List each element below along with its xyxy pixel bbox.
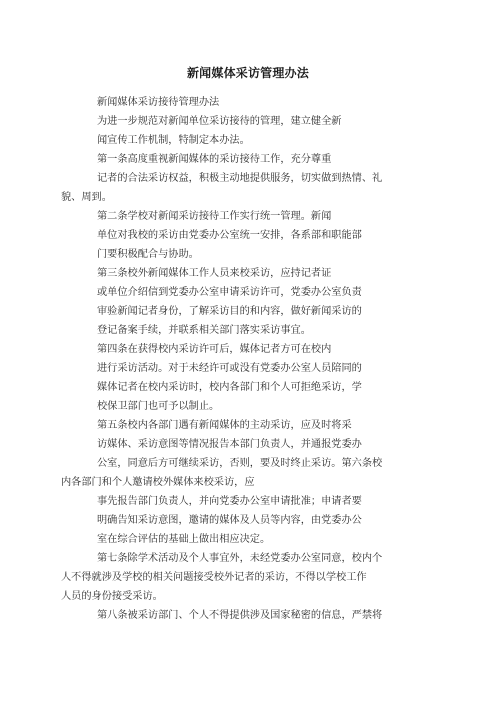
- paragraph-line: 门要积极配合与协助。: [97, 249, 199, 260]
- paragraph-line: 人员的身份接受采访。: [61, 591, 163, 602]
- paragraph-line: 第三条校外新闻媒体工作人员来校采访，应持记者证: [97, 268, 332, 279]
- paragraph-line: 或单位介绍信到党委办公室申请采访许可，党委办公室负责: [97, 287, 362, 298]
- paragraph-line: 单位对我校的采访由党委办公室统一安排，各系部和职能部: [97, 230, 362, 241]
- paragraph-line: 新闻媒体采访接待管理办法: [97, 97, 220, 108]
- paragraph-line: 人不得就涉及学校的相关问题接受校外记者的采访，不得以学校工作: [61, 572, 367, 583]
- paragraph-line: 明确告知采访意图，邀请的媒体及人员等内容，由党委办公: [97, 515, 362, 526]
- paragraph-line: 为进一步规范对新闻单位采访接待的管理，建立健全新: [97, 116, 342, 127]
- paragraph-line: 貌、周到。: [61, 192, 112, 203]
- paragraph-line: 第五条校内各部门遇有新闻媒体的主动采访，应及时将采: [97, 420, 352, 431]
- paragraph-line: 记者的合法采访权益，积极主动地提供服务，切实做到热情、礼: [97, 173, 383, 184]
- paragraph-line: 室在综合评估的基础上做出相应决定。: [97, 534, 271, 545]
- paragraph-line: 第二条学校对新闻采访接待工作实行统一管理。新闻: [97, 211, 332, 222]
- paragraph-line: 闻宣传工作机制，特制定本办法。: [97, 135, 250, 146]
- paragraph-line: 媒体记者在校内采访时，校内各部门和个人可拒绝采访，学: [97, 382, 362, 393]
- document-title: 新闻媒体采访管理办法: [186, 66, 309, 80]
- paragraph-line: 第七条除学术活动及个人事宜外，未经党委办公室同意，校内个: [97, 553, 383, 564]
- paragraph-line: 公室，同意后方可继续采访，否则，要及时终止采访。第六条校: [97, 458, 383, 469]
- paragraph-line: 第一条高度重视新闻媒体的采访接待工作，充分尊重: [97, 154, 332, 165]
- paragraph-line: 登记备案手续，并联系相关部门落实采访事宜。: [97, 325, 311, 336]
- paragraph-line: 访媒体、采访意图等情况报告本部门负责人，并通报党委办: [97, 439, 362, 450]
- paragraph-line: 第四条在获得校内采访许可后，媒体记者方可在校内: [97, 344, 332, 355]
- paragraph-line: 校保卫部门也可予以制止。: [97, 401, 220, 412]
- paragraph-line: 第八条被采访部门、个人不得提供涉及国家秘密的信息，严禁将: [97, 610, 383, 621]
- paragraph-line: 内各部门和个人邀请校外媒体来校采访，应: [61, 477, 255, 488]
- paragraph-line: 审验新闻记者身份，了解采访目的和内容，做好新闻采访的: [97, 306, 362, 317]
- paragraph-line: 进行采访活动。对于未经许可或没有党委办公室人员陪同的: [97, 363, 362, 374]
- paragraph-line: 事先报告部门负责人，并向党委办公室申请批准；申请者要: [97, 496, 362, 507]
